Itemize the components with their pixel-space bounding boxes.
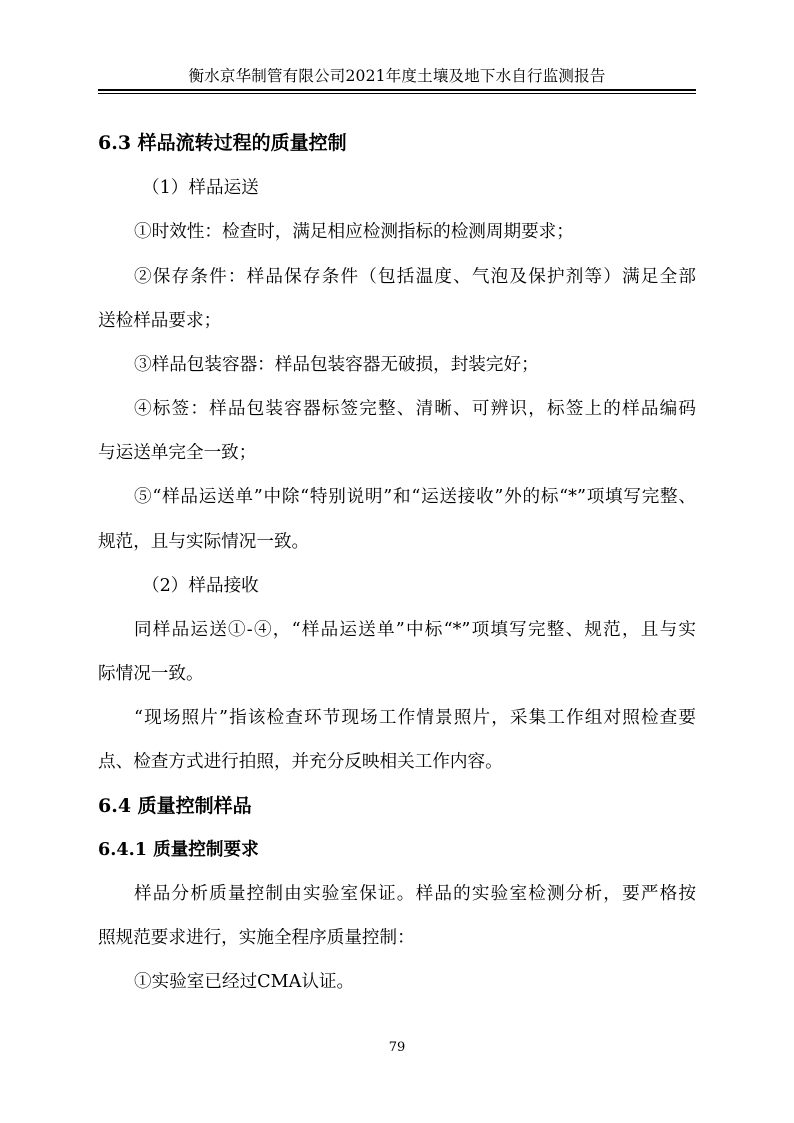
header-rule-thick <box>98 89 696 91</box>
section-heading-6-3: 6.3 样品流转过程的质量控制 <box>98 132 347 154</box>
transport-item-1: ①时效性：检查时，满足相应检测指标的检测周期要求； <box>134 222 574 242</box>
receipt-para-2-line-1: “现场照片”指该检查环节现场工作情景照片，采集工作组对照检查要 <box>134 708 696 728</box>
transport-item-4-line-2: 与运送单完全一致； <box>98 443 257 463</box>
receipt-para-1-line-2: 际情况一致。 <box>98 664 204 684</box>
transport-item-2-line-1: ②保存条件：样品保存条件（包括温度、气泡及保护剂等）满足全部 <box>134 267 696 287</box>
sample-transport-label: （1）样品运送 <box>142 178 259 198</box>
transport-item-5-line-1: ⑤“样品运送单”中除“特别说明”和“运送接收”外的标“*”项填写完整、 <box>134 487 696 507</box>
transport-item-4-line-1: ④标签：样品包装容器标签完整、清晰、可辨识，标签上的样品编码 <box>134 399 696 419</box>
receipt-para-1-line-1: 同样品运送①-④，“样品运送单”中标“*”项填写完整、规范，且与实 <box>134 620 696 640</box>
qc-para-line-1: 样品分析质量控制由实验室保证。样品的实验室检测分析，要严格按 <box>134 884 696 904</box>
qc-item-1: ①实验室已经过CMA认证。 <box>134 972 355 992</box>
header-title: 衡水京华制管有限公司2021年度土壤及地下水自行监测报告 <box>188 67 606 85</box>
page-number: 79 <box>388 1040 406 1055</box>
section-heading-6-4: 6.4 质量控制样品 <box>98 795 252 817</box>
header-rule-thin <box>98 93 696 94</box>
sample-receipt-label: （2）样品接收 <box>142 576 259 596</box>
qc-para-line-2: 照规范要求进行，实施全程序质量控制： <box>98 928 415 948</box>
transport-item-5-line-2: 规范，且与实际情况一致。 <box>98 532 310 552</box>
receipt-para-2-line-2: 点、检查方式进行拍照，并充分反映相关工作内容。 <box>98 752 503 772</box>
transport-item-2-line-2: 送检样品要求； <box>98 311 222 331</box>
section-heading-6-4-1: 6.4.1 质量控制要求 <box>98 839 259 860</box>
transport-item-3: ③样品包装容器：样品包装容器无破损，封装完好； <box>134 355 539 375</box>
